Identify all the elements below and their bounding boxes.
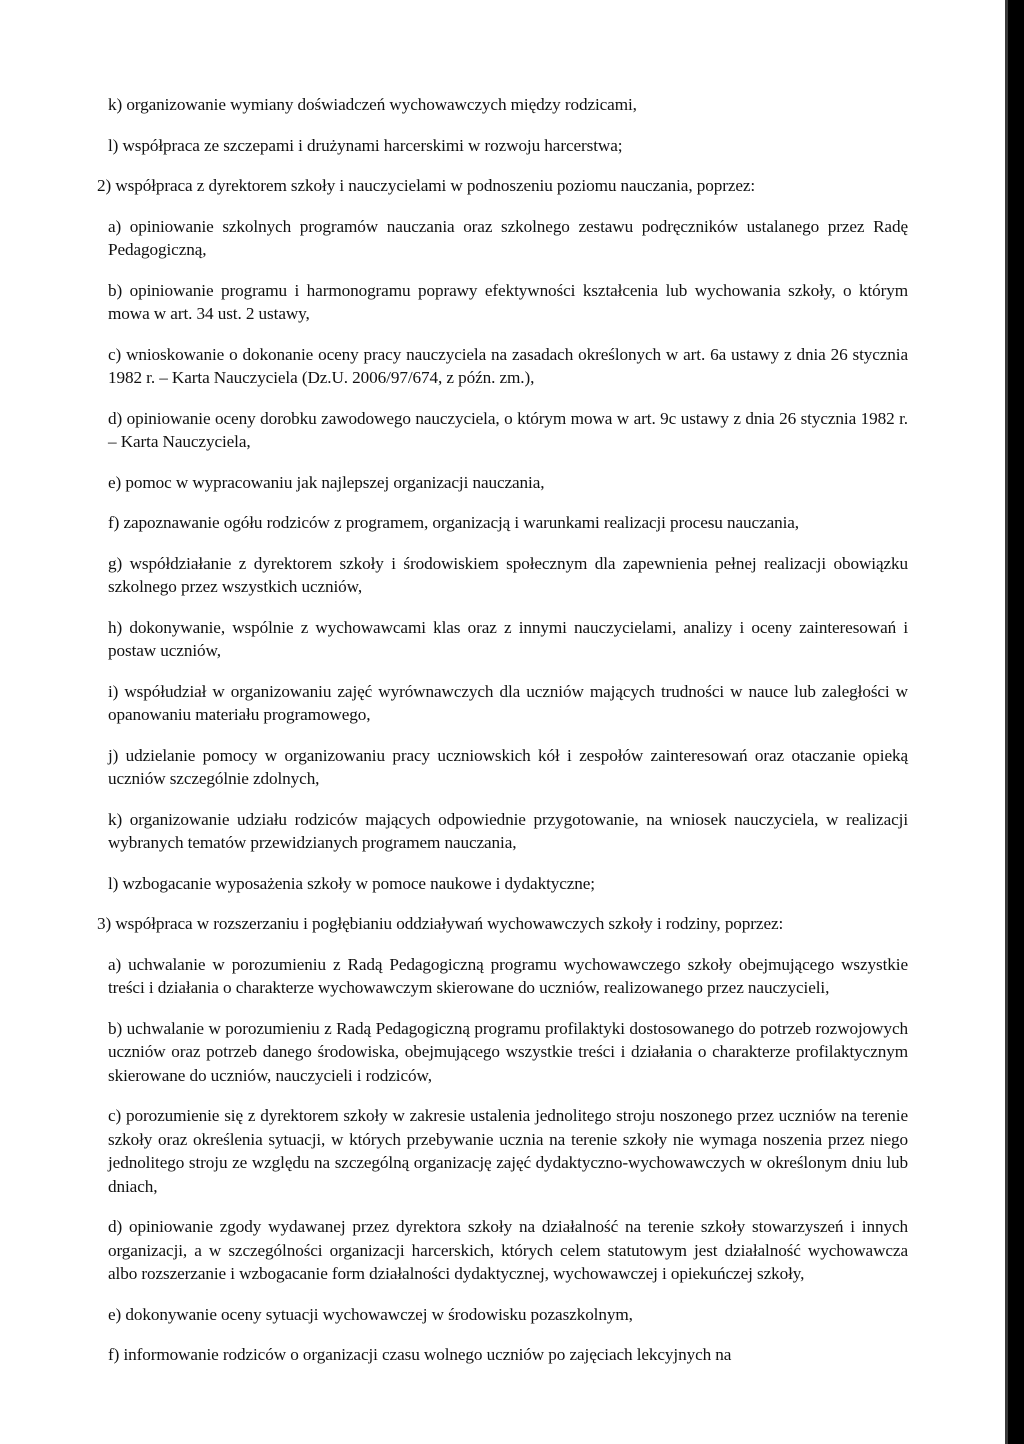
paragraph-k-parents: k) organizowanie udziału rodziców mających odpowiednie przygotowanie, na wniosek nauczyciela, w realizacji wybranych tematów przewidzianych programem nauczania, [108, 809, 908, 852]
paragraph-c-assessment: c) wnioskowanie o dokonanie oceny pracy nauczyciela na zasadach określonych w art. 6a ustawy z dnia 26 stycznia 1982 r. – Karta Nauczyciela (Dz.U. 2006/97/674, z późn. zm.), [108, 344, 908, 387]
paragraph-b-efficiency: b) opiniowanie programu i harmonogramu poprawy efektywności kształcenia lub wychowania szkoły, o którym mowa w art. 34 ust. 2 ustawy, [108, 280, 908, 323]
paragraph-3-upbringing: 3) współpraca w rozszerzaniu i pogłębianiu oddziaływań wychowawczych szkoły i rodziny, poprzez: [97, 914, 784, 933]
paragraph-b-prevention-program: b) uchwalanie w porozumieniu z Radą Pedagogiczną programu profilaktyki dostosowanego do potrzeb rozwojowych uczniów oraz potrzeb danego środowiska, obejmującego wszystkie treści i działania o charakterze profilaktycznym skierowane do uczniów, nauczycieli i rodziców, [108, 1018, 908, 1085]
paragraph-e-environment: e) dokonywanie oceny sytuacji wychowawczej w środowisku pozaszkolnym, [108, 1304, 633, 1324]
paragraph-e-organization: e) pomoc w wypracowaniu jak najlepszej organizacji nauczania, [108, 472, 545, 492]
paragraph-l-equipment: l) wzbogacanie wyposażenia szkoły w pomoce naukowe i dydaktyczne; [108, 873, 595, 893]
paragraph-f-free-time: f) informowanie rodziców o organizacji czasu wolnego uczniów po zajęciach lekcyjnych na [108, 1345, 732, 1364]
paragraph-a-programs: a) opiniowanie szkolnych programów nauczania oraz szkolnego zestawu podręczników ustalanego przez Radę Pedagogiczną, [108, 216, 908, 259]
paragraph-i-remedial: i) współudział w organizowaniu zajęć wyrównawczych dla uczniów mających trudności w nauce lub zaległości w opanowaniu materiału programowego, [108, 681, 908, 724]
paragraph-h-analysis: h) dokonywanie, wspólnie z wychowawcami klas oraz z innymi nauczycielami, analizy i oceny zainteresowań i postaw uczniów, [108, 617, 908, 660]
paragraph-l-scouts: l) współpraca ze szczepami i drużynami harcerskimi w rozwoju harcerstwa; [108, 135, 623, 155]
paragraph-f-familiarization: f) zapoznawanie ogółu rodziców z programem, organizacją i warunkami realizacji procesu nauczania, [108, 513, 799, 532]
paragraph-c-uniform: c) porozumienie się z dyrektorem szkoły w zakresie ustalenia jednolitego stroju noszonego przez uczniów na terenie szkoły oraz określenia sytuacji, w których przebywanie ucznia na terenie szkoły nie wymaga noszenia przez niego jednolitego stroju ze względu na szczególną organizację zajęć dydaktyczno-wychowawczych w określonym dniu lub dniach, [108, 1106, 908, 1196]
paragraph-a-upbringing-program: a) uchwalanie w porozumieniu z Radą Pedagogiczną programu wychowawczego szkoły obejmującego wszystkie treści i działania o charakterze wychowawczym skierowane do uczniów, realizowanego przez nauczycieli, [108, 954, 908, 997]
paragraph-2-cooperation: 2) współpraca z dyrektorem szkoły i nauczycielami w podnoszeniu poziomu nauczania, poprzez: [97, 176, 756, 195]
paragraph-j-clubs: j) udzielanie pomocy w organizowaniu pracy uczniowskich kół i zespołów zainteresowań oraz otaczanie opieką uczniów szczególnie zdolnych, [108, 745, 908, 788]
document-page [97, 93, 908, 1384]
paragraph-d-associations: d) opiniowanie zgody wydawanej przez dyrektora szkoły na działalność na terenie szkoły stowarzyszeń i innych organizacji, a w szczególności organizacji harcerskich, których celem statutowym jest działalność wychowawcza albo rozszerzanie i wzbogacanie form działalności dydaktycznej, wychowawczej i opiekuńczej szkoły, [108, 1217, 908, 1283]
scan-edge [1008, 0, 1024, 1444]
paragraph-k-exchange: k) organizowanie wymiany doświadczeń wychowawczych między rodzicami, [108, 95, 637, 114]
paragraph-g-cooperation: g) współdziałanie z dyrektorem szkoły i środowiskiem społecznym dla zapewnienia pełnej realizacji obowiązku szkolnego przez wszystkich uczniów, [108, 553, 908, 596]
paragraph-d-achievements: d) opiniowanie oceny dorobku zawodowego nauczyciela, o którym mowa w art. 9c ustawy z dnia 26 stycznia 1982 r. – Karta Nauczyciela, [108, 408, 908, 451]
